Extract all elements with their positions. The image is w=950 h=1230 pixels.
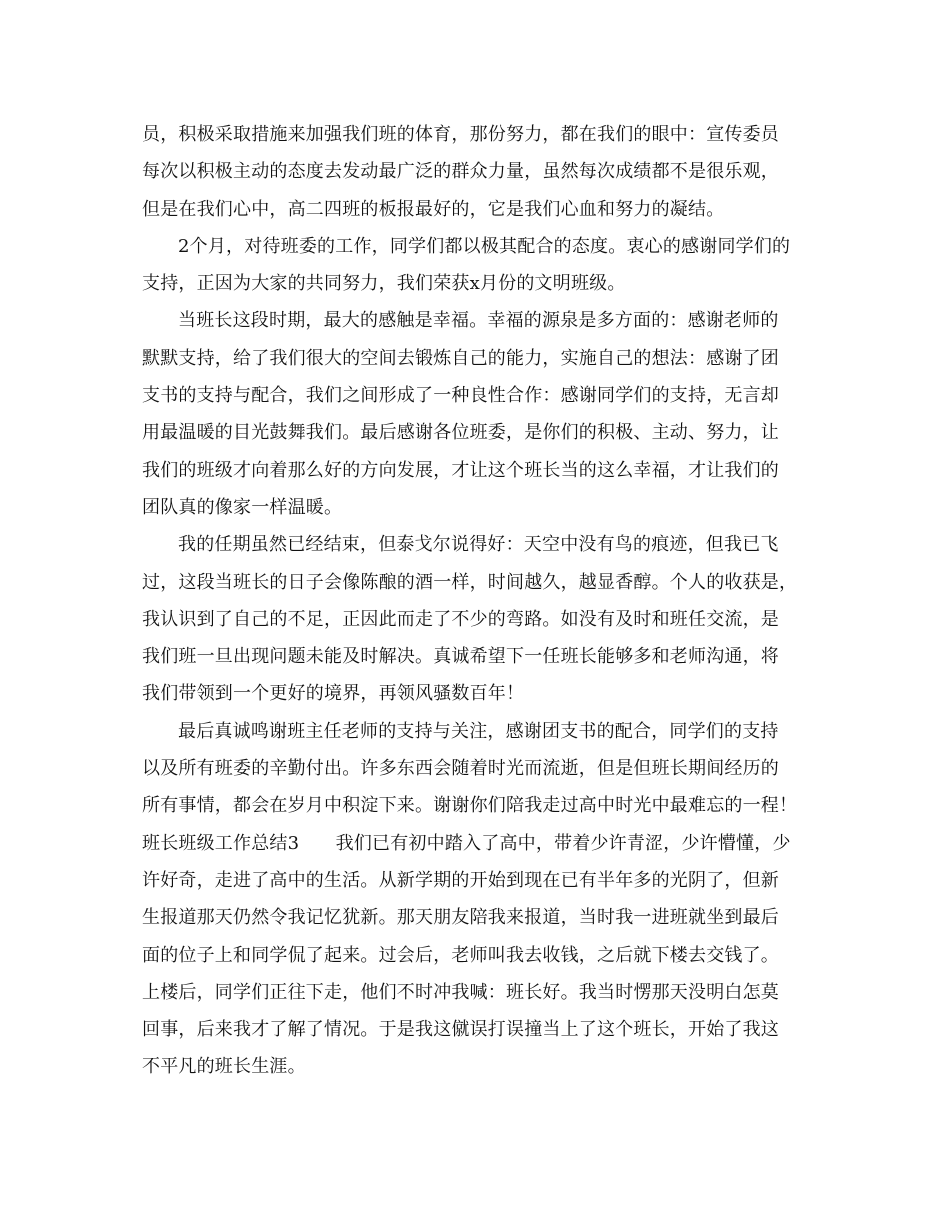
text-line: 默默支持，给了我们很大的空间去锻炼自己的能力，实施自己的想法：感谢了团: [142, 347, 779, 369]
text-line: 面的位子上和同学侃了起来。过会后，老师叫我去收钱，之后就下楼去交钱了。: [142, 944, 779, 966]
text-line: 回事，后来我才了解了情况。于是我这僦误打误撞当上了这个班长，开始了我这: [142, 1019, 779, 1041]
text-line: 用最温暖的目光鼓舞我们。最后感谢各位班委，是你们的积极、主动、努力，让: [142, 422, 779, 444]
text-line: 许好奇，走进了高中的生活。从新学期的开始到现在已有半年多的光阴了，但新: [142, 869, 779, 891]
text-line: 支持，正因为大家的共同努力，我们荣获x月份的文明班级。: [142, 273, 626, 295]
paragraph-start-line: 2个月，对待班委的工作，同学们都以极其配合的态度。衷心的感谢同学们的: [178, 235, 791, 257]
text-line: 团队真的像家一样温暖。: [142, 496, 343, 518]
text-line: 过，这段当班长的日子会像陈酿的酒一样，时间越久，越显香醇。个人的收获是，: [142, 571, 798, 593]
paragraph-start-line: 最后真诚鸣谢班主任老师的支持与关注，感谢团支书的配合，同学们的支持: [178, 720, 779, 742]
text-line: 每次以积极主动的态度去发动最广泛的群众力量，虽然每次成绩都不是很乐观，: [142, 161, 779, 183]
text-line: 以及所有班委的辛勤付出。许多东西会随着时光而流逝，但是但班长期间经历的: [142, 758, 779, 780]
document-body: [142, 116, 810, 1086]
text-line: 支书的支持与配合，我们之间形成了一种良性合作：感谢同学们的支持，无言却: [142, 385, 779, 407]
text-line: 我们的班级才向着那么好的方向发展，才让这个班长当的这么幸福，才让我们的: [142, 459, 779, 481]
text-line: 生报道那天仍然令我记忆犹新。那天朋友陪我来报道，当时我一进班就坐到最后: [142, 907, 779, 929]
text-line: 上楼后，同学们正往下走，他们不时冲我喊：班长好。我当时愣那天没明白怎莫: [142, 981, 779, 1003]
text-line: 我认识到了自己的不足，正因此而走了不少的弯路。如没有及时和班任交流，是: [142, 608, 779, 630]
text-line: 所有事情，都会在岁月中积淀下来。谢谢你们陪我走过高中时光中最难忘的一程！: [142, 795, 798, 817]
paragraph-start-line: 当班长这段时期，最大的感触是幸福。幸福的源泉是多方面的：感谢老师的: [178, 310, 779, 332]
paragraph-start-line: 我的任期虽然已经结束，但泰戈尔说得好：天空中没有鸟的痕迹，但我已飞: [178, 534, 779, 556]
text-line: 但是在我们心中，高二四班的板报最好的，它是我们心血和努力的凝结。: [142, 198, 725, 220]
section-title-line: 班长班级工作总结3 我们已有初中踏入了高中，带着少许青涩，少许懵懂，少: [142, 832, 791, 854]
text-line: 不平凡的班长生涯。: [142, 1056, 306, 1078]
text-line: 员，积极采取措施来加强我们班的体育，那份努力，都在我们的眼中：宣传委员: [142, 124, 779, 145]
text-line: 我们带领到一个更好的境界，再领风骚数百年！: [142, 683, 525, 705]
text-line: 我们班一旦出现问题未能及时解决。真诚希望下一任班长能够多和老师沟通，将: [142, 646, 779, 668]
